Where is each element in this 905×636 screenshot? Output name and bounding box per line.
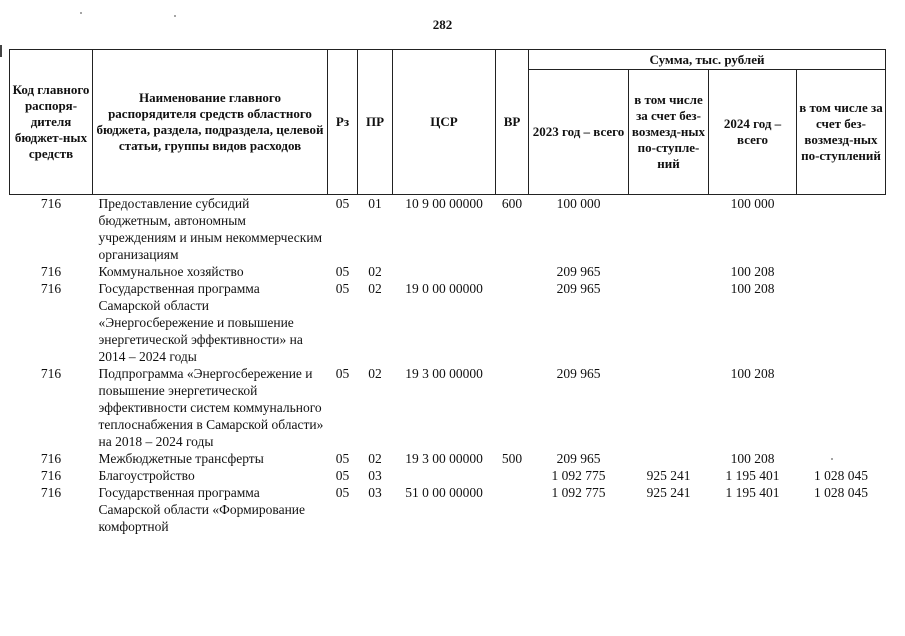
header-sum-group: Сумма, тыс. рублей: [529, 50, 886, 70]
cell-total-2024: 100 208: [730, 366, 775, 381]
scan-speck: [80, 12, 82, 14]
table-row: [10, 263, 886, 280]
cell-total-2024: 100 000: [730, 196, 775, 211]
cell-csr: 51 0 00 00000: [405, 485, 483, 500]
cell-rz: 05: [335, 264, 350, 279]
cell-vr: [496, 365, 529, 450]
cell-total-2023: 209 965: [556, 264, 601, 279]
cell-grants-2024: [797, 280, 886, 365]
header-vr: ВР: [496, 50, 529, 195]
cell-pr: 01: [368, 196, 382, 211]
table-header: [10, 50, 886, 195]
cell-total-2023: 1 092 775: [551, 485, 606, 500]
cell-total-2024: 1 195 401: [725, 485, 780, 500]
cell-total-2023: 100 000: [556, 196, 601, 211]
cell-code: 716: [40, 451, 62, 466]
header-total-2024: 2024 год – всего: [709, 70, 797, 195]
cell-csr: 19 0 00 00000: [405, 281, 483, 296]
table-row: [10, 450, 886, 467]
header-csr: ЦСР: [393, 50, 496, 195]
cell-rz: 05: [335, 366, 350, 381]
scan-edge-mark: [0, 45, 2, 57]
cell-grants-2023: [629, 263, 709, 280]
cell-grants-2023: 925 241: [646, 468, 691, 483]
cell-name: Государственная программа Самарской области «Энергосбережение и повышение энергетической эффективности» на 2014 – 2024 годы: [98, 281, 303, 364]
cell-total-2023: 209 965: [556, 281, 601, 296]
cell-grants-2024: [797, 263, 886, 280]
cell-code: 716: [40, 264, 62, 279]
cell-code: 716: [40, 468, 62, 483]
cell-vr: [496, 484, 529, 535]
cell-csr: 10 9 00 00000: [405, 196, 483, 211]
cell-pr: 02: [368, 264, 382, 279]
table-row: [10, 280, 886, 365]
cell-rz: 05: [335, 281, 350, 296]
cell-total-2023: 1 092 775: [551, 468, 606, 483]
cell-pr: 03: [368, 468, 382, 483]
cell-grants-2023: 925 241: [646, 485, 691, 500]
cell-rz: 05: [335, 196, 350, 211]
cell-code: 716: [40, 485, 62, 500]
cell-vr: [496, 280, 529, 365]
table-row: [10, 467, 886, 484]
cell-rz: 05: [335, 485, 350, 500]
header-pr: ПР: [358, 50, 393, 195]
cell-pr: 02: [368, 281, 382, 296]
cell-grants-2024: 1 028 045: [814, 485, 868, 500]
cell-grants-2024: 1 028 045: [814, 468, 868, 483]
cell-vr: [496, 263, 529, 280]
cell-grants-2024: [797, 365, 886, 450]
cell-pr: 02: [368, 366, 382, 381]
cell-code: 716: [40, 366, 62, 381]
cell-grants-2023: [629, 195, 709, 264]
cell-code: 716: [40, 196, 62, 211]
table-row: [10, 365, 886, 450]
cell-name: Подпрограмма «Энергосбережение и повышение энергетической эффективности систем коммунального теплоснабжения в Самарской области» на 2018 – 2024 годы: [98, 366, 324, 449]
cell-vr: 500: [501, 451, 523, 466]
budget-table: [9, 49, 886, 535]
header-code: Код главного распоря-дителя бюджет-ных средств: [10, 50, 93, 195]
header-total-2023: 2023 год – всего: [529, 70, 629, 195]
header-rz: Рз: [328, 50, 358, 195]
cell-grants-2024: [797, 450, 886, 467]
header-grants-2024: в том числе за счет без-возмезд-ных по-ступлений: [797, 70, 886, 195]
cell-total-2023: 209 965: [556, 366, 601, 381]
cell-grants-2023: [629, 450, 709, 467]
cell-csr: [393, 467, 496, 484]
cell-grants-2023: [629, 280, 709, 365]
cell-name: Государственная программа Самарской области «Формирование комфортной: [98, 485, 306, 534]
cell-name: Благоустройство: [98, 468, 195, 483]
cell-csr: 19 3 00 00000: [405, 451, 483, 466]
cell-pr: 02: [368, 451, 382, 466]
cell-grants-2023: [629, 365, 709, 450]
header-grants-2023: в том числе за счет без-возмезд-ных по-ступле-ний: [629, 70, 709, 195]
cell-total-2024: 1 195 401: [725, 468, 780, 483]
cell-rz: 05: [335, 451, 350, 466]
cell-pr: 03: [368, 485, 382, 500]
cell-name: Коммунальное хозяйство: [98, 264, 244, 279]
cell-vr: 600: [501, 196, 523, 211]
table-row: [10, 484, 886, 535]
cell-grants-2024: [797, 195, 886, 264]
page-number: 282: [432, 17, 453, 32]
header-name: Наименование главного распорядителя средств областного бюджета, раздела, подраздела, целевой статьи, группы видов расходов: [93, 50, 328, 195]
cell-total-2024: 100 208: [730, 451, 775, 466]
cell-total-2024: 100 208: [730, 281, 775, 296]
cell-rz: 05: [335, 468, 350, 483]
cell-vr: [496, 467, 529, 484]
cell-total-2024: 100 208: [730, 264, 775, 279]
cell-name: Предоставление субсидий бюджетным, автономным учреждениям и иным некоммерческим организациям: [98, 196, 323, 262]
cell-csr: 19 3 00 00000: [405, 366, 483, 381]
cell-total-2023: 209 965: [556, 451, 601, 466]
table-row: [10, 195, 886, 264]
cell-name: Межбюджетные трансферты: [98, 451, 264, 466]
cell-code: 716: [40, 281, 62, 296]
table-body: [10, 195, 886, 536]
cell-csr: [393, 263, 496, 280]
